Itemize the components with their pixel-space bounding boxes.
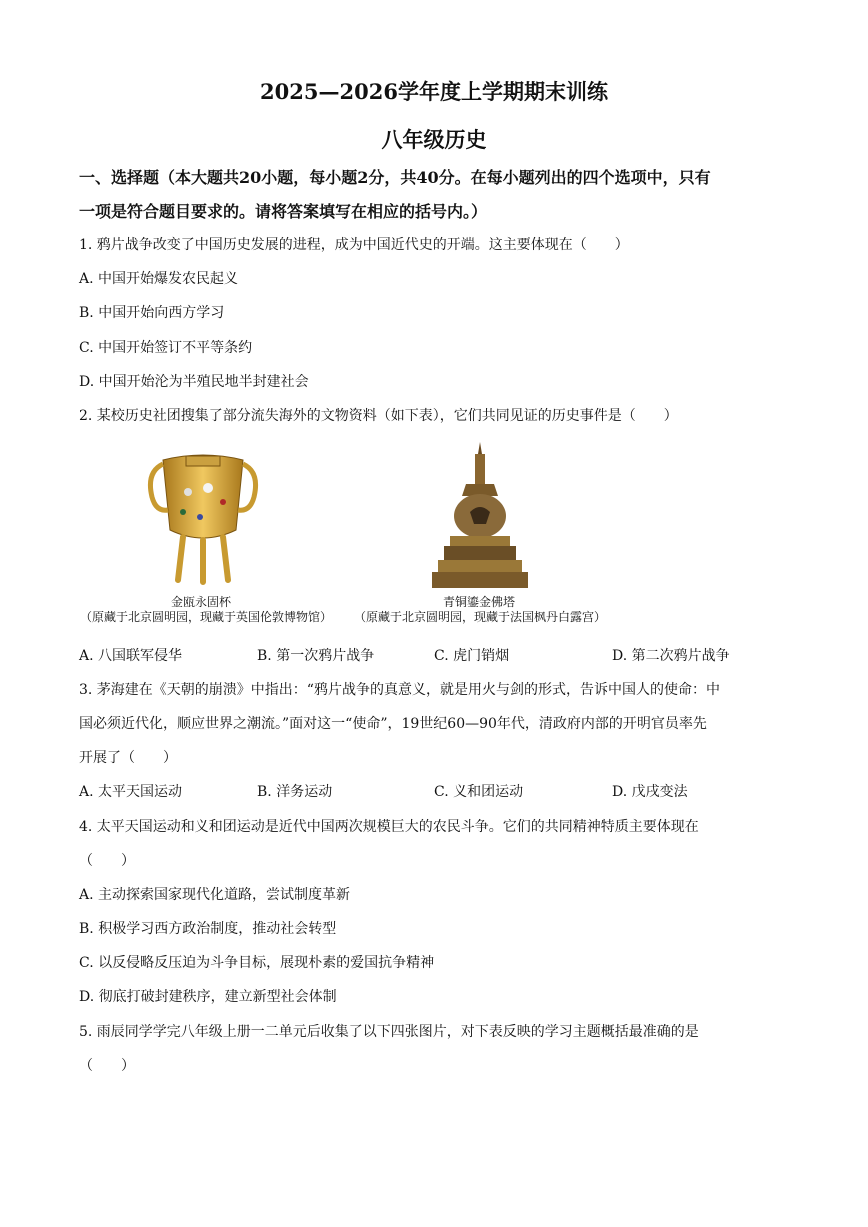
q3-option-d: D. 戊戌变法 xyxy=(612,784,688,800)
exam-title: 2025—2026学年度上学期期末训练 xyxy=(260,79,608,104)
golden-cup-note: （原藏于北京圆明园，现藏于英国伦敦博物馆） xyxy=(80,610,333,624)
q5-stem-line2: （ ） xyxy=(79,1058,135,1074)
q4-stem-line2: （ ） xyxy=(79,853,135,869)
q1-option-c: C. 中国开始签订不平等条约 xyxy=(79,340,253,356)
q2-stem: 2. 某校历史社团搜集了部分流失海外的文物资料（如下表），它们共同见证的历史事件是（ ） xyxy=(79,408,678,424)
gilt-pagoda-note: （原藏于北京圆明园，现藏于法国枫丹白露宫） xyxy=(354,610,607,624)
q4-stem-line1: 4. 太平天国运动和义和团运动是近代中国两次规模巨大的农民斗争。它们的共同精神特质主要体现在 xyxy=(79,819,699,835)
q4-option-d: D. 彻底打破封建秩序，建立新型社会体制 xyxy=(79,989,337,1005)
q3-stem-line3: 开展了（ ） xyxy=(79,750,177,766)
q3-stem-line1: 3. 茅海建在《天朝的崩溃》中指出：“鸦片战争的真意义，就是用火与剑的形式，告诉中国人的使命：中 xyxy=(79,682,720,698)
gilt-pagoda-caption: 青铜鎏金佛塔 xyxy=(443,595,516,609)
q3-option-b: B. 洋务运动 xyxy=(257,784,333,800)
q2-option-a: A. 八国联军侵华 xyxy=(79,648,183,664)
q3-option-a: A. 太平天国运动 xyxy=(79,784,183,800)
golden-cup-image xyxy=(138,442,268,592)
q2-option-c: C. 虎门销烟 xyxy=(434,648,510,664)
section-heading-line2: 一项是符合题目要求的。请将答案填写在相应的括号内。） xyxy=(79,202,488,221)
q1-option-d: D. 中国开始沦为半殖民地半封建社会 xyxy=(79,374,309,390)
gilt-pagoda-image xyxy=(428,440,532,594)
q4-option-c: C. 以反侵略反压迫为斗争目标，展现朴素的爱国抗争精神 xyxy=(79,955,435,971)
q1-option-a: A. 中国开始爆发农民起义 xyxy=(79,271,239,287)
q3-stem-line2: 国必须近代化，顺应世界之潮流。”面对这一“使命”，19世纪60—90年代，清政府内部的开明官员率先 xyxy=(79,716,707,732)
golden-cup-caption: 金瓯永固杯 xyxy=(171,595,232,609)
q4-option-a: A. 主动探索国家现代化道路，尝试制度革新 xyxy=(79,887,351,903)
exam-subject: 八年级历史 xyxy=(381,127,487,152)
section-heading-line1: 一、选择题（本大题共20小题，每小题2分，共40分。在每小题列出的四个选项中，只有 xyxy=(79,168,711,187)
q3-option-c: C. 义和团运动 xyxy=(434,784,524,800)
q2-option-b: B. 第一次鸦片战争 xyxy=(257,648,375,664)
q4-option-b: B. 积极学习西方政治制度，推动社会转型 xyxy=(79,921,337,937)
q2-option-d: D. 第二次鸦片战争 xyxy=(612,648,730,664)
q5-stem-line1: 5. 雨辰同学学完八年级上册一二单元后收集了以下四张图片，对下表反映的学习主题概括最准确的是 xyxy=(79,1024,699,1040)
q1-stem: 1. 鸦片战争改变了中国历史发展的进程，成为中国近代史的开端。这主要体现在（ ） xyxy=(79,237,629,253)
q1-option-b: B. 中国开始向西方学习 xyxy=(79,305,225,321)
